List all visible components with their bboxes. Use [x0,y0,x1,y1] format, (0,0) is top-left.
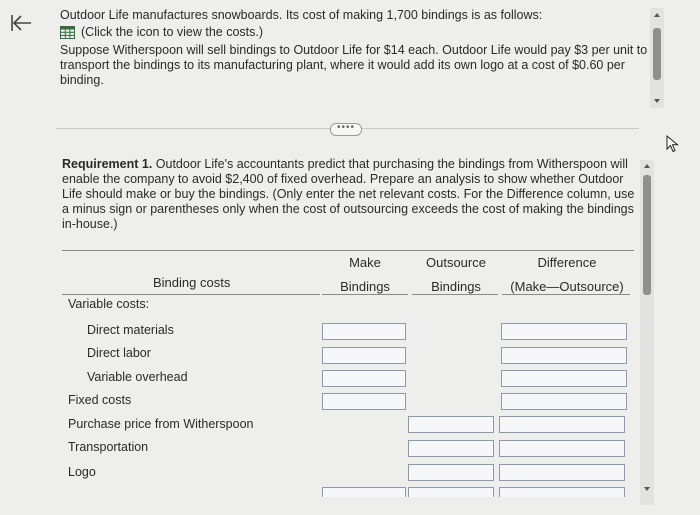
table-top-rule [62,250,634,251]
back-arrow-icon[interactable] [10,12,32,34]
scroll-down-arrow-icon[interactable] [644,487,650,491]
make-header-rule [322,294,408,295]
outsource-transportation-input[interactable] [408,440,494,457]
make-fixed-costs-input[interactable] [322,393,406,410]
row-label-direct-labor: Direct labor [87,346,151,360]
problem-scroll-thumb[interactable] [653,28,661,80]
row-label-fixed-costs: Fixed costs [68,393,132,407]
make-direct-materials-input[interactable] [322,323,406,340]
problem-intro: Outdoor Life manufactures snowboards. Its cost of making 1,700 bindings is as follows: [60,8,543,22]
requirement-scroll-thumb[interactable] [643,175,651,295]
row-label-logo: Logo [68,465,96,479]
difference-total-input[interactable] [499,487,625,497]
difference-direct-materials-input[interactable] [501,323,627,340]
difference-transportation-input[interactable] [499,440,625,457]
column-header-make: Make Bindings [340,255,390,294]
column-header-outsource: Outsource Bindings [426,255,486,294]
requirement-scrollbar[interactable] [640,160,654,505]
difference-logo-input[interactable] [499,464,625,481]
expand-button[interactable]: •••• [330,123,362,136]
row-label-purchase-price: Purchase price from Witherspoon [68,417,254,431]
difference-variable-overhead-input[interactable] [501,370,627,387]
column-header-difference: Difference (Make—Outsource) [510,255,624,294]
difference-fixed-costs-input[interactable] [501,393,627,410]
problem-scrollbar[interactable] [650,8,664,108]
view-costs-link-text[interactable]: (Click the icon to view the costs.) [81,25,264,39]
outsource-header-rule [412,294,498,295]
make-direct-labor-input[interactable] [322,347,406,364]
requirement-label: Requirement 1. [62,157,153,171]
difference-direct-labor-input[interactable] [501,347,627,364]
outsource-purchase-price-input[interactable] [408,416,494,433]
row-label-direct-materials: Direct materials [87,323,174,337]
difference-purchase-price-input[interactable] [499,416,625,433]
row-label-transportation: Transportation [68,440,149,454]
scroll-down-arrow-icon[interactable] [654,99,660,103]
row-header-binding-costs: Binding costs [153,275,231,290]
row-label-variable-overhead: Variable overhead [87,370,188,384]
scroll-up-arrow-icon[interactable] [644,164,650,168]
scroll-up-arrow-icon[interactable] [654,13,660,17]
row-header-rule [62,294,320,295]
problem-statement [60,8,650,88]
outsource-total-input[interactable] [408,487,494,497]
table-icon[interactable] [60,26,75,39]
row-label-variable-costs: Variable costs: [68,297,150,311]
requirement-body: Outdoor Life's accountants predict that purchasing the bindings from Witherspoon will enable the company to avoid $2,400 of fixed overhead. Prepare an analysis to show whether Outdoor Life should make or buy the bindings. (Only enter the net relevant costs. For the Difference column, use a minus sign or parentheses only when the cost of outsourcing exceeds the cost of making the bindings in-house.) [62,157,635,231]
outsource-logo-input[interactable] [408,464,494,481]
view-costs-link[interactable] [60,25,650,40]
problem-scenario: Suppose Witherspoon will sell bindings to Outdoor Life for $14 each. Outdoor Life would pay $3 per unit to transport the bindings to its manufacturing plant, where it would add its own logo at a cost of $0.60 per binding. [60,43,648,87]
make-variable-overhead-input[interactable] [322,370,406,387]
make-total-input[interactable] [322,487,406,497]
mouse-cursor-icon [666,135,680,153]
requirement-text [62,157,642,232]
difference-header-rule [502,294,630,295]
